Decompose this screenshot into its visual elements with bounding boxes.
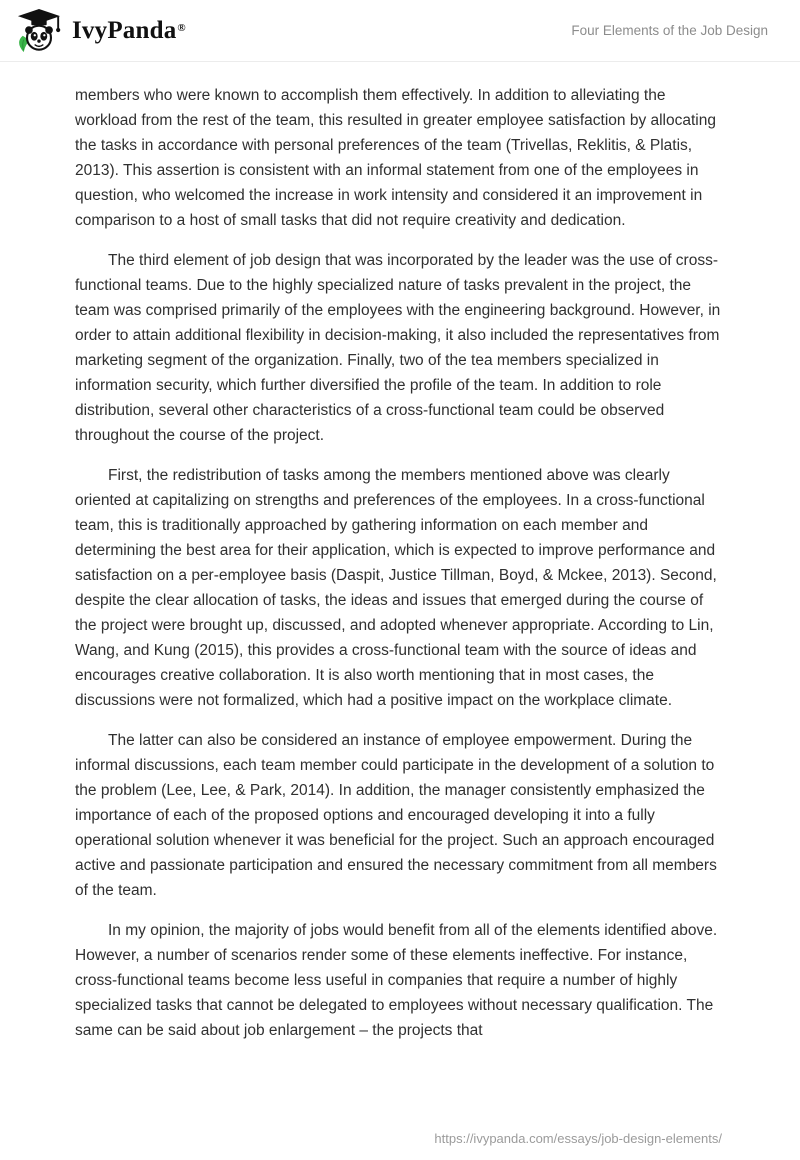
source-url[interactable]: https://ivypanda.com/essays/job-design-elements/ [434, 1131, 722, 1146]
brand-name: IvyPanda® [72, 16, 186, 44]
essay-body [0, 62, 800, 1043]
paragraph: In my opinion, the majority of jobs would benefit from all of the elements identified above. However, a number of scenarios render some of these elements ineffective. For instance, cross-functional teams become less useful in companies that require a number of highly specialized tasks that cannot be delegated to employees without necessary qualification. The same can be said about job enlargement – the projects that [75, 922, 718, 1039]
document-title: Four Elements of the Job Design [571, 23, 768, 38]
paragraph: The third element of job design that was incorporated by the leader was the use of cross-functional teams. Due to the highly specialized nature of tasks prevalent in the project, the team was comprised primarily of the employees with the engineering background. However, in order to attain additional flexibility in decision-making, it also included the representatives from marketing segment of the organization. Finally, two of the tea members specialized in information security, which further diversified the profile of the team. In addition to role distribution, several other characteristics of a cross-functional team could be observed throughout the course of the project. [75, 252, 721, 444]
ivypanda-logo-icon [16, 8, 62, 54]
paragraph: members who were known to accomplish them effectively. In addition to alleviating the workload from the rest of the team, this resulted in greater employee satisfaction by allocating the tasks in accordance with personal preferences of the team (Trivellas, Reklitis, & Platis, 2013). This assertion is consistent with an informal statement from one of the employees in question, who welcomed the increase in work intensity and considered it an improvement in comparison to a host of small tasks that did not require creativity and dedication. [75, 87, 716, 229]
registered-mark: ® [177, 22, 186, 35]
paragraph: First, the redistribution of tasks among the members mentioned above was clearly oriented at capitalizing on strengths and preferences of the employees. In a cross-functional team, this is traditionally approached by gathering information on each member and determining the best area for their application, which is expected to improve performance and satisfaction on a per-employee basis (Daspit, Justice Tillman, Boyd, & Mckee, 2013). Second, despite the clear allocation of tasks, the ideas and issues that emerged during the course of the project were brought up, discussed, and adopted whenever appropriate. According to Lin, Wang, and Kung (2015), this provides a cross-functional team with the source of ideas and encourages creative collaboration. It is also worth mentioning that in most cases, the discussions were not formalized, which had a positive impact on the workplace climate. [75, 467, 717, 709]
brand [16, 8, 186, 54]
page-header [0, 0, 800, 62]
paragraph: The latter can also be considered an instance of employee empowerment. During the informal discussions, each team member could participate in the development of a solution to the problem (Lee, Lee, & Park, 2014). In addition, the manager consistently emphasized the importance of each of the proposed options and encouraged developing it into a fully operational solution whenever it was beneficial for the project. Such an approach encouraged active and passionate participation and ensured the necessary commitment from all members of the team. [75, 732, 717, 899]
